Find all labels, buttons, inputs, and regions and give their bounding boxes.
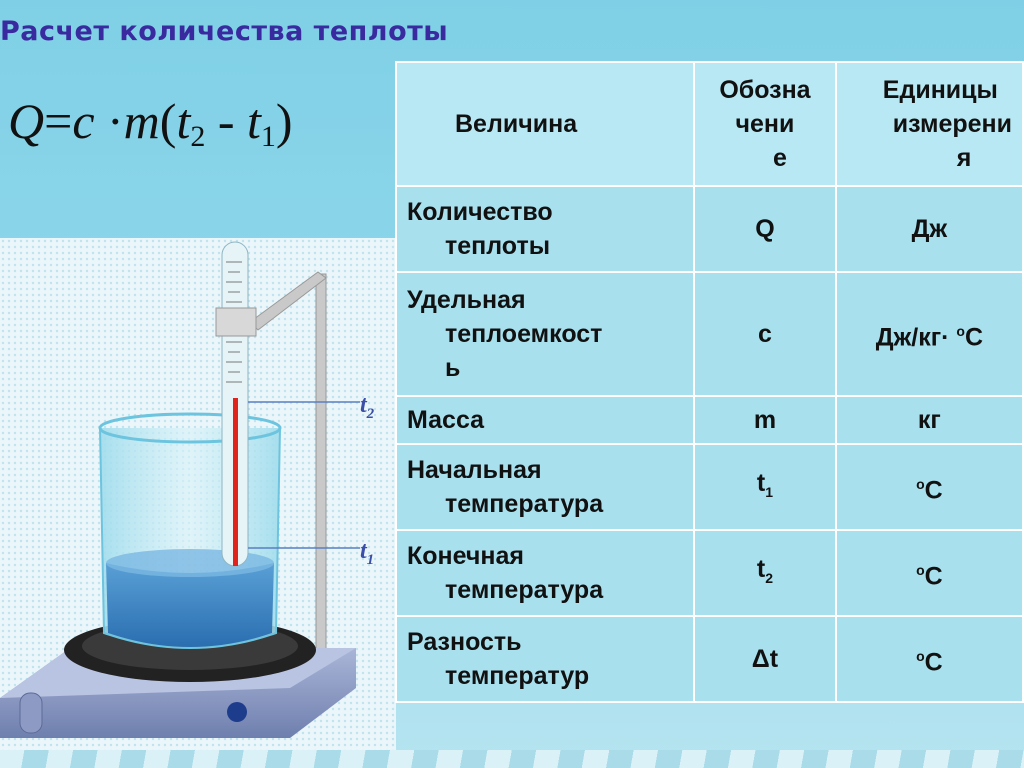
table-row: Масса m кг — [396, 396, 1023, 444]
table-row: Разность температур Δt $^o$C — [396, 616, 1023, 702]
header-units: Единицы измерени я — [836, 62, 1023, 186]
clamp — [216, 308, 256, 336]
table-header-row — [396, 62, 1023, 186]
table-row: Конечная температура $t_2$ $^o$C — [396, 530, 1023, 616]
header-quantity: Величина — [396, 62, 694, 186]
quantities-table — [395, 61, 1024, 703]
label-t2: $t_2$ — [360, 392, 375, 422]
table-row: Количество теплоты Q Дж — [396, 186, 1023, 272]
plate-knob — [20, 693, 42, 733]
slide-title: Расчет количества теплоты — [0, 16, 449, 47]
heat-formula: $Q=c \cdot m(t_2 - t_1)$ — [8, 93, 293, 153]
experiment-illustration — [0, 238, 396, 768]
decorative-bottom-strip — [0, 750, 1024, 768]
mercury-column — [233, 398, 238, 566]
label-t1: $t_1$ — [360, 538, 375, 568]
table-row: Начальная температура $t_1$ $^o$C — [396, 444, 1023, 530]
plate-light — [227, 702, 247, 722]
stand-rod — [316, 274, 326, 674]
table-row: Удельная теплоемкост ь c Дж/кг· $^o$C — [396, 272, 1023, 396]
header-symbol: Обозна чени е — [694, 62, 836, 186]
